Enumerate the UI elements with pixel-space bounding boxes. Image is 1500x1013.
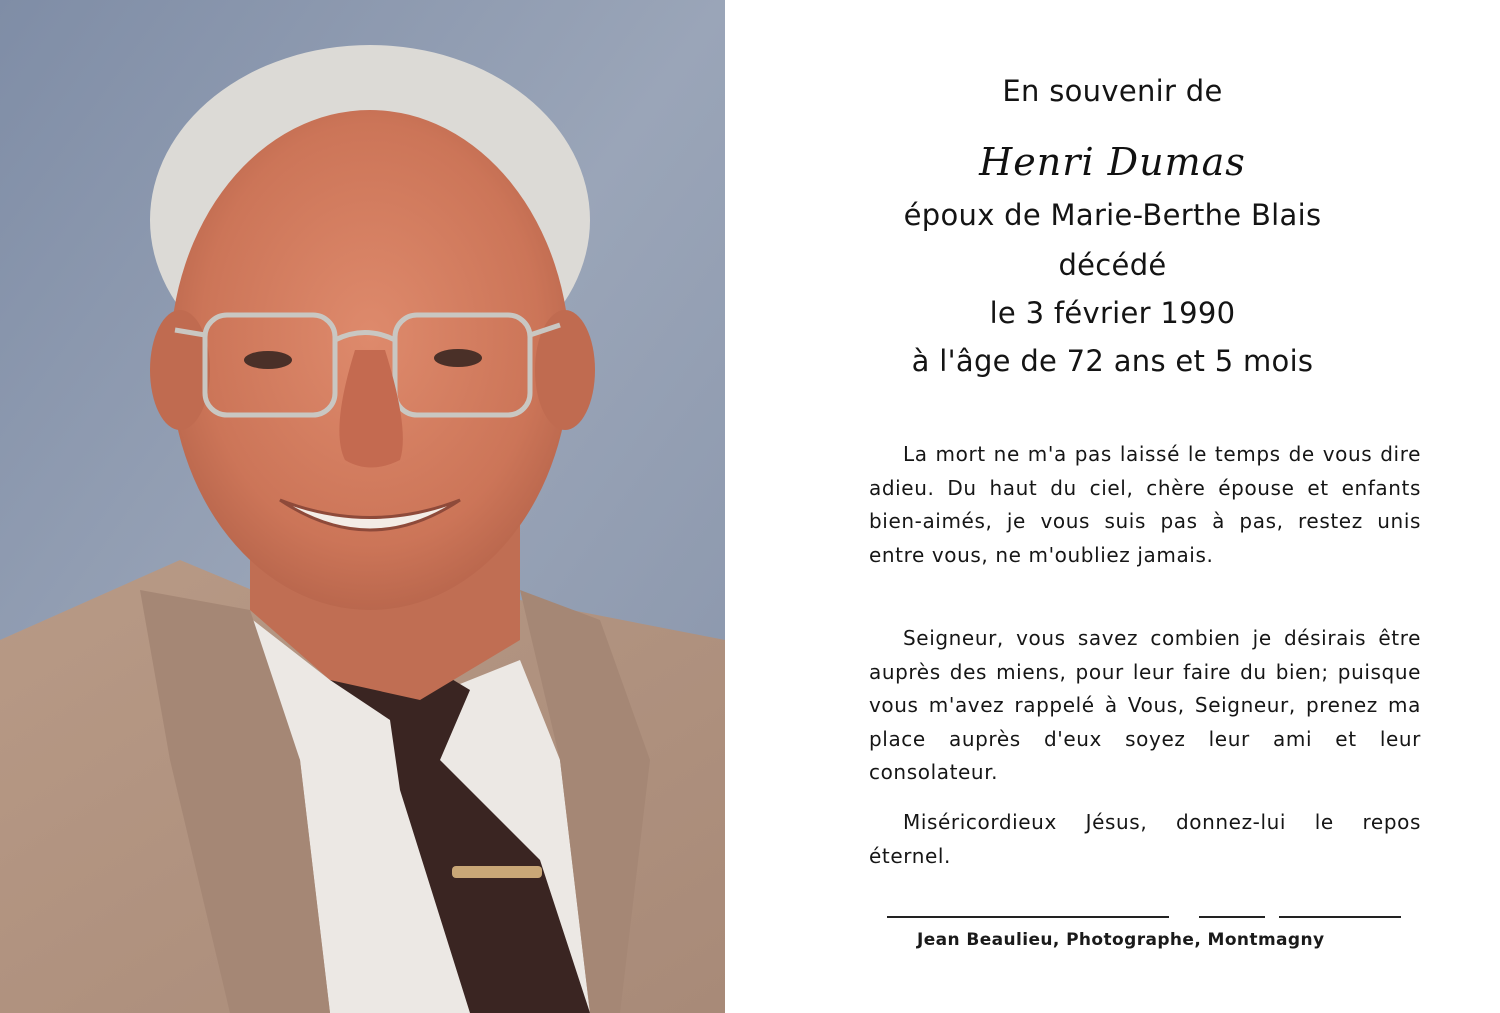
deceased-line: décédé [1058, 248, 1167, 282]
divider-rule [887, 916, 1401, 920]
prayer-paragraph-2 [869, 622, 1421, 790]
right-eye [434, 349, 482, 367]
prayer-text: Miséricordieux Jésus, donnez-lui le repos éternel. [869, 810, 1421, 868]
date-line: le 3 février 1990 [989, 296, 1236, 330]
prayer-paragraph-1 [869, 438, 1421, 572]
tie-clip [452, 866, 542, 878]
prayer-text: Seigneur, vous savez combien je désirais être auprès des miens, pour leur faire du bien; puisque vous m'avez rappelé à Vous, Seigneur, prenez ma place auprès d'eux soyez leur ami et leur consolateur. [869, 626, 1421, 784]
heading: En souvenir de [1002, 74, 1223, 108]
portrait-illustration [0, 0, 725, 1013]
prayer-text: La mort ne m'a pas laissé le temps de vous dire adieu. Du haut du ciel, chère épouse et enfants bien-aimés, je vous suis pas à pas, restez unis entre vous, ne m'oubliez jamais. [869, 442, 1421, 567]
spouse-line: époux de Marie-Berthe Blais [903, 198, 1322, 232]
left-eye [244, 351, 292, 369]
deceased-name: Henri Dumas [979, 140, 1246, 184]
left-ear [150, 310, 210, 430]
portrait-photo [0, 0, 725, 1013]
photographer-credit: Jean Beaulieu, Photographe, Montmagny [917, 930, 1325, 950]
age-line: à l'âge de 72 ans et 5 mois [911, 344, 1314, 378]
prayer-paragraph-3 [869, 806, 1421, 873]
memorial-text-panel [725, 0, 1500, 1013]
